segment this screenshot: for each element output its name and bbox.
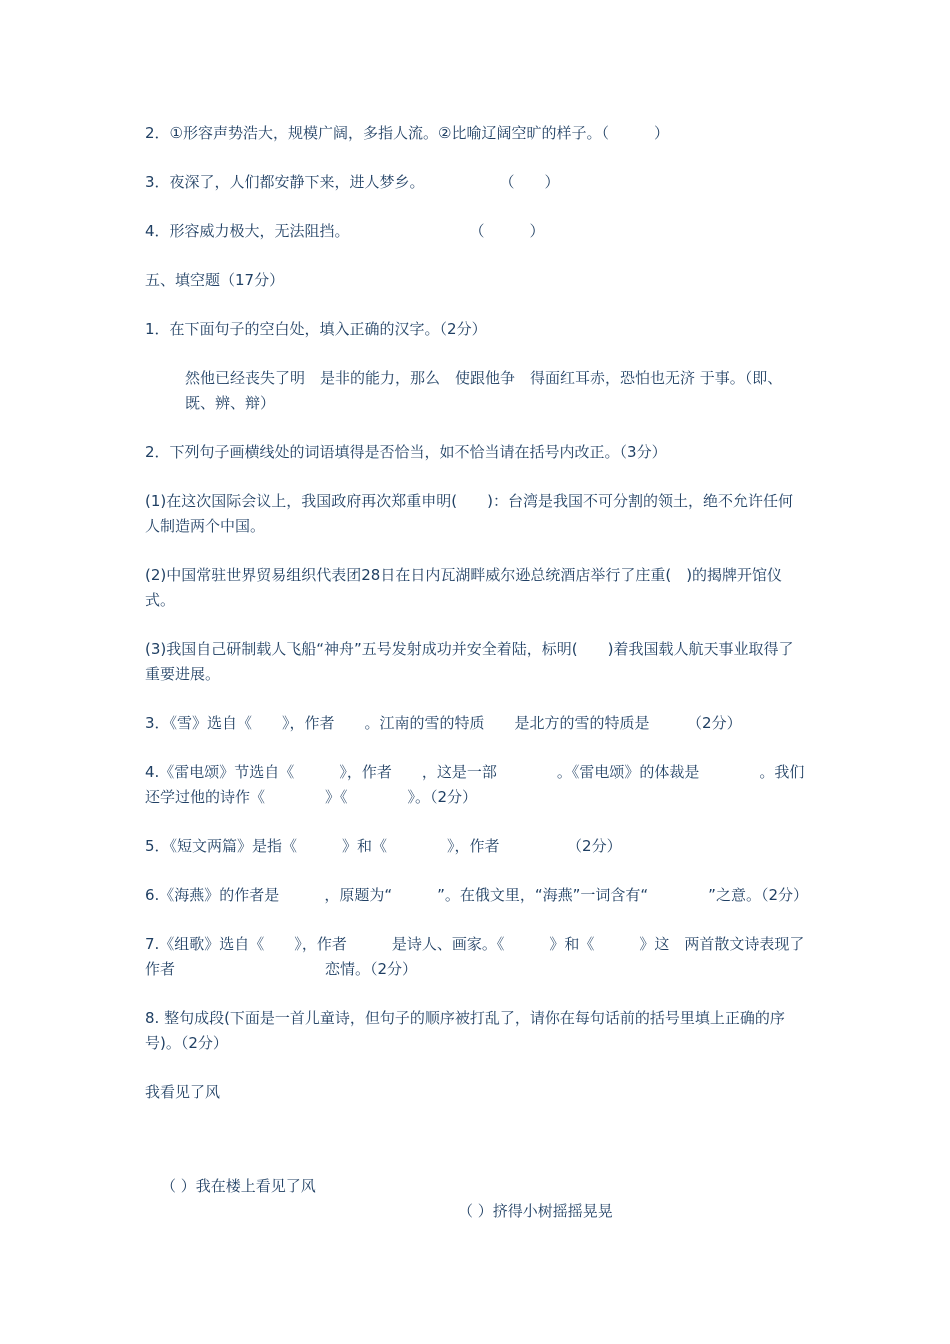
fill-question-5: 5．《短文两篇》是指《 》和《 》，作者 （2分）: [145, 837, 622, 855]
poem-line-right: （ ）挤得小树摇摇晃晃: [458, 1202, 613, 1220]
fill-question-2-item-1: (1)在这次国际会议上，我国政府再次郑重申明( )：台湾是我国不可分割的领土，绝不允许任何人制造两个中国。: [145, 492, 793, 535]
fill-question-4: 4.《雷电颂》节选自《 》，作者 ，这是一部 。《雷电颂》的体裁是 。我们还学过他的诗作《 》《 》。（2分）: [145, 763, 805, 806]
fill-question-7: 7.《组歌》选自《 》，作者 是诗人、画家。《 》和《 》这 两首散文诗表现了作者 恋情。（2分）: [145, 935, 805, 978]
fill-question-2-item-2: (2)中国常驻世界贸易组织代表团28日在日内瓦湖畔威尔逊总统酒店举行了庄重( )的揭牌开馆仪式。: [145, 566, 783, 609]
fill-question-6: 6.《海燕》的作者是 ，原题为“ ”。在俄文里，“海燕”一词含有“ ”之意。（2分）: [145, 886, 808, 904]
section-five-heading: 五、填空题（17分）: [145, 271, 285, 289]
fill-question-2-item-3: (3)我国自己研制载人飞船“神舟”五号发射成功并安全着陆，标明( )着我国载人航天事业取得了重要进展。: [145, 640, 794, 683]
question-3-definition: 3．夜深了，人们都安静下来，进人梦乡。 （ ）: [145, 173, 560, 191]
poem-line-left: （ ）我在楼上看见了风: [161, 1177, 316, 1195]
fill-question-1-sentence: 然他已经丧失了明 是非的能力，那么 使跟他争 得面红耳赤，恐怕也无济 于事。（即、既、辨、辩）: [185, 369, 783, 412]
fill-question-8: 8. 整句成段(下面是一首儿童诗，但句子的顺序被打乱了，请你在每句话前的括号里填上正确的序号)。（2分）: [145, 1009, 785, 1052]
fill-question-3: 3．《雪》选自《 》，作者 。江南的雪的特质 是北方的雪的特质是 （2分）: [145, 714, 742, 732]
fill-question-2: 2．下列句子画横线处的词语填得是否恰当，如不恰当请在括号内改正。（3分）: [145, 443, 667, 461]
question-4-definition: 4．形容威力极大，无法阻挡。 （ ）: [145, 222, 545, 240]
poem-title: 我看见了风: [145, 1083, 221, 1101]
question-2-definition: 2．①形容声势浩大，规模广阔，多指人流。②比喻辽阔空旷的样子。（ ）: [145, 124, 669, 142]
fill-question-1: 1．在下面句子的空白处，填入正确的汉字。（2分）: [145, 320, 487, 338]
poem-row: [145, 1149, 807, 1220]
document-page: [145, 121, 808, 1220]
